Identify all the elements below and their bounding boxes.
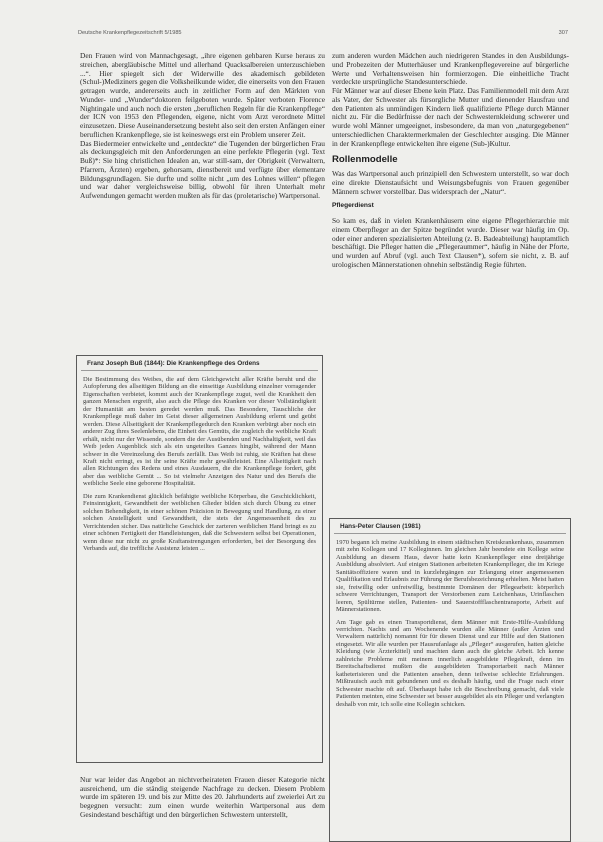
quote-box-clausen — [329, 518, 571, 842]
section-heading: Rollenmodelle — [332, 154, 398, 166]
quote-box-text — [77, 374, 322, 559]
left-column-continuation — [80, 776, 325, 820]
page-number: 307 — [558, 30, 568, 36]
running-header — [78, 30, 568, 36]
quote-paragraph: Die zum Krankendienst glücklich befähigte weibliche Körperbau, die Geschicklichkeit, Feinsinnigkeit, Gewandtheit der weiblichen Glieder bilden sich durch Übung zu einer solchen Behendigkeit, in einer schönen Präzision in Bewegung und Handlung, zu einer solchen Anstelligkeit und Gewandtheit, die stets der Angemessenheit des zu Verrichtenden sicher. Das natürliche Geschick der zarteren weiblichen Hand bringt es zu einer schönen Fertigkeit der Handleistungen, daß die Schwestern selbst bei Operationen, wenn diese nur nicht zu große Kraftanstrengungen erforderten, bei der Besorgung des Verbands auf, die treffliche Assistenz leisten ... — [83, 492, 316, 552]
quote-box-title: Franz Joseph Buß (1844): Die Krankenpflege des Ordens — [81, 356, 318, 371]
body-paragraph: So kam es, daß in vielen Krankenhäusern eine eigene Pflegerhierarchie mit einem Oberpfleger an der Spitze begründet wurde. Dieser war häufig im Op. oder einer anderen spezialisierten Abteilung (z. B. Badeabteilung) hauptamtlich beschäftigt. Die Pfleger hatten die „Pflegeraummer“, häufig in Nähe der Pforte, und wurden auf Abruf (vgl. auch Text Clausen*), sofern sie nicht, z. B. auf urologischen Männerstationen ohnehin selbständig Regie führten. — [332, 216, 569, 269]
body-paragraph: Was das Wartpersonal auch prinzipiell den Schwestern unterstellt, so war doch eine direkte Dienstaufsicht und Weisungsbefugnis von Frauen gegenüber Männern schwer vorstellbar. Das widersprach der „Natur“. — [332, 169, 569, 196]
subsection-heading: Pflegerdienst — [332, 202, 374, 210]
quote-box-buss — [76, 355, 323, 763]
quote-box-text — [330, 537, 570, 715]
body-paragraph: Das Biedermeier entwickelte und „entdeckte“ die Tugenden der bürgerlichen Frau als deckungsgleich mit den Anforderungen an eine perfekte Pflegerin (vgl. Text Buß)*: Sie hing christlichen Idealen an, war still-sam, der Obrigkeit (Verwaltern, Pfarrern, Ärzten) ergeben, gehorsam, dienstbereit und verfügte über elementare Bildungsgrundlagen. Sie durfte und sollte nicht „um des Lohnes willen“ pflegen und war daher vergleichsweise billig, obwohl für ihren Unterhalt mehr Aufwendungen gemacht werden mußten als für das (proletarische) Wartpersonal. — [80, 138, 325, 200]
body-paragraph: Für Männer war auf dieser Ebene kein Platz. Das Familienmodell mit dem Arzt als Vater, der Schwester als fürsorgliche Mutter und dienender Hausfrau und den Patienten als unmündigen Kindern ließ qualifizierte Pflege durch Männer nicht zu. Für die Bedürfnisse der nach der Schwesternkleidung schwerer und wurde wohl Männer umgeeignet, insbesondere, da man von „naturgegebenen“ unterschiedlichen Charaktermerkmalen der Geschlechter ausging. Die Männer in der Krankenpflege entwickelten ihre eigene (Sub-)Kultur. — [332, 86, 569, 148]
right-column — [332, 52, 569, 270]
quote-paragraph: Die Bestimmung des Weibes, die auf dem Gleichgewicht aller Kräfte beruht und die Aufopferung des allseitigen Bildung an die einseitige Ausbildung einzelner vorragender Eigenschaften verbietet, kommt auch der Krankenpflege zugut, weil die Krankheit den ganzen Menschen ergreift, also auch die Pflege des Kranken vor dieser Vollständigkeit der Humanität am besten geredet werden muß. Das Besondere, Tauschliche der Krankenpflege muß daher im Geist dieser allgemeinen Ausbildung erlernt und geübt werden. Diese Allseitigkeit der Krankenpflegedurch den Kranken verbürgt aber noch ein anderer Zug ihres Seelenlebens, die Einheit des Gemüts, die zugleich die weibliche Kraft erhält, nicht nur der Wissende, sondern die der Ausübenden und Nachhaltigkeit, weil das Weib jeden Augenblick sich als ein ungeteiltes Ganzes hingibt, während der Mann schwer in die Vereinzelung des Berufs zerfällt. Das Weib ist ruhig, sie Kräften hat diese Kraft nicht erringt, es ist ihr seine Kräfte mehr gewährleistet. Eine Allseitigkeit nach allen Richtungen des Redens und eines Ausdauern, die die Krankenpflege fordert, gibt aber das weibliche Gemüt ... So ist vielmehr Anzeigen des Natur und des Berufs die weibliche Seele eine geborene Hospitalität. — [83, 376, 316, 488]
body-paragraph: Nur war leider das Angebot an nichtverheirateten Frauen dieser Kategorie nicht ausreichend, um die ständig steigende Nachfrage zu decken. Diesem Problem wurde im späteren 19. und bis zur Mitte des 20. Jahrhunderts auf zweierlei Art zu begegnen versucht: zum einen wurde weiterhin Wartpersonal aus dem Gesindestand beschäftigt und den bürgerlichen Schwestern unterstellt, — [80, 775, 325, 819]
quote-paragraph: Am Tage gab es einen Transportdienst, dem Männer mit Erste-Hilfe-Ausbildung verrichten. Nachts und am Wochenende wurden alle Männer (außer Ärzten und Verwaltern natürlich) nomannt für für diesen Dienst und zur Hilfe auf den Stationen eingesetzt. Wir alle wurden per Hausrufanlage als „Pfleger“ ausgerufen, hatten gleiche Kleidung (wie Ärzterkittel) und machten dann auch die gleiche Arbeit. Ich kenne zahlreiche Probleme mit meinem innerlich ausgebildete Pflegekraft, denn im Bereitschaftsdienst mußten die ausgebildeten Transportarbeit nach Männer katheterisieren und die Patienten ansehen, denn teilweise schlechte Erfahrungen. Mißtrauisch auch mit gebundenen und es deshalb häufig, und die Frage nach einer Schwester machte oft auf. Überhaupt habe ich die Beschreibung gemacht, daß viele Patienten meinten, eine Schwester sei besser ausgebildet als ein Pfleger und verlangten deshalb von mir, ich solle eine Kollegin schicken. — [336, 618, 564, 708]
body-paragraph: zum anderen wurden Mädchen auch niedrigeren Standes in den Ausbildungs- und Probezeiten der Mutterhäuser und Krankenpflegevereine auf bürgerliche Werte und Verhaltensweisen hin formierzogen. Die einheitliche Tracht verdeckte ursprüngliche Standesunterschiede. — [332, 51, 569, 87]
journal-title: Deutsche Krankenpflegezeitschrift 5/1985 — [78, 30, 182, 36]
left-column — [80, 52, 325, 201]
body-paragraph: Den Frauen wird von Mannachgesagt, „ihre eigenen gehbaren Kurse heraus zu streichen, abergläubische Mittel und allerhand Quacksalbereien unterzuschieben ...“. Hier spiegelt sich der Widerwille des akademisch gebildeten (Schul-)Mediziners gegen die Volksheilkunde wider, die einerseits von den Frauen getragen wurde, andererseits auch in zeitlicher Form auf den Märkten von Wunder- und „Wunder“doktoren feilgeboten wurde. Später verboten Florence Nightingale und auch noch die ersten „beruflichen Regeln für die Krankenpflege“ der ICN von 1953 den Pflegenden, eigene, nicht vom Arzt verordnete Mittel einzusetzen. Diese Auseinandersetzung besteht also seit den ersten Anfängen einer beruflichen Krankenpflege, sie ist keineswegs erst ein Problem unserer Zeit. — [80, 51, 325, 139]
quote-paragraph: 1970 begann ich meine Ausbildung in einem städtischen Kreiskrankenhaus, zusammen mit zehn Kollegen und 17 Kolleginnen. Im gleichen Jahr beendete ein Kollege seine Ausbildung an diesem Haus, davor hatte kein Krankenpfleger eine dreijährige Ausbildung absolviert. Auf einigen Stationen arbeiteten Krankenpfleger, die im Kriege Sanitätsoffiziere waren und in kurzlehrgängen zur Erlangung einer angemessenen Qualifikation und Erlaubnis zur Führung der Berufsbezeichnung erhielten. Meist hatten sie, freiwillig oder unfreiwillig, bestimmte Domänen der Pflegearbeit: körperlich schwere Verrichtungen, Transport der Verstorbenen zum Leichenhaus, Urinflaschen leeren, Spültürme stellen, Patienten- und Sauerstoffflaschentransporte, Arbeit auf Männerstationen. — [336, 539, 564, 614]
quote-box-title: Hans-Peter Clausen (1981) — [334, 519, 566, 534]
